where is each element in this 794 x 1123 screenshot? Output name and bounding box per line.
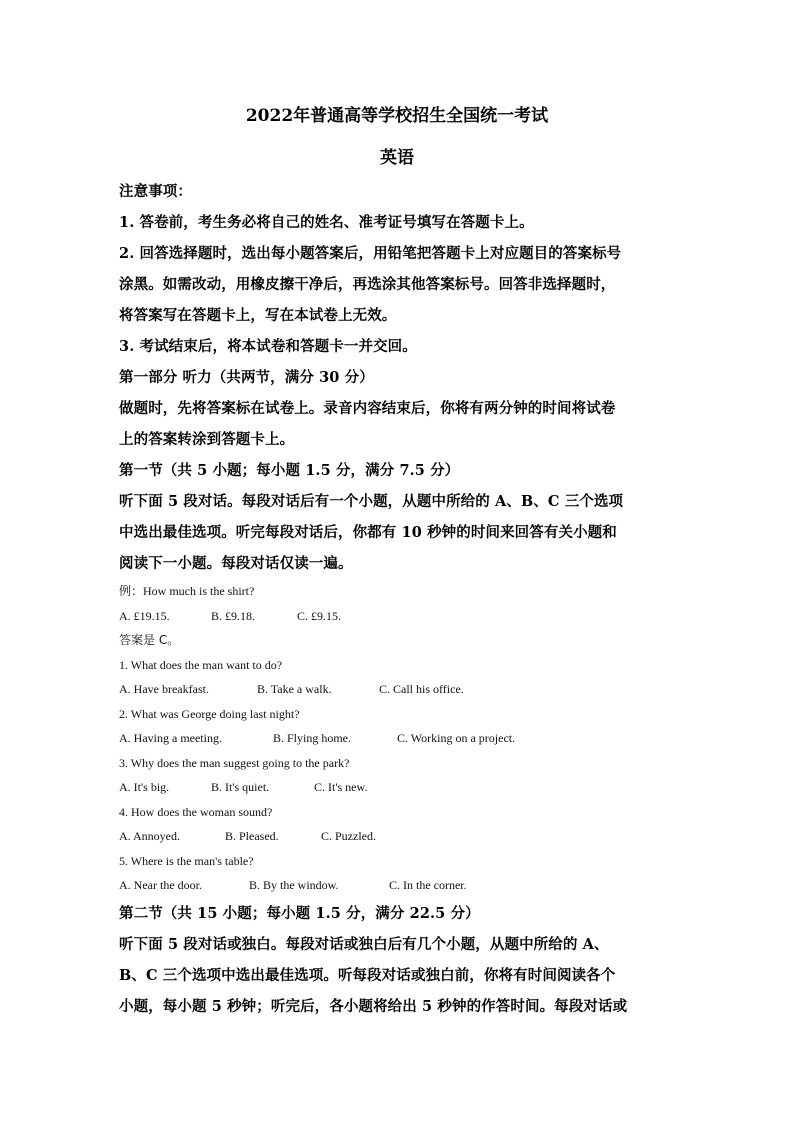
section2-instruction-line: 听下面 5 段对话或独白。每段对话或独白后有几个小题，从题中所给的 A、 (119, 935, 609, 953)
section1-heading: 第一节（共 5 小题；每小题 1.5 分，满分 7.5 分） (119, 462, 460, 479)
section2-instruction-line: 小题，每小题 5 秒钟；听完后，各小题将给出 5 秒钟的作答时间。每段对话或 (119, 997, 628, 1015)
example-prefix: 例： (119, 584, 144, 598)
question-4: 4. How does the woman sound? (119, 804, 273, 819)
notice-line: 2. 回答选择题时，选出每小题答案后，用铅笔把答题卡上对应题目的答案标号 (119, 245, 622, 262)
question-4-option-b: B. Pleased. (225, 829, 279, 843)
exam-content (119, 176, 679, 1022)
section1-instruction-line: 阅读下一小题。每段对话仅读一遍。 (119, 555, 353, 572)
question-3-option-b: B. It's quiet. (211, 780, 270, 794)
notice-line: 3. 考试结束后，将本试卷和答题卡一并交回。 (119, 338, 417, 355)
question-2-option-b: B. Flying home. (273, 731, 352, 745)
section1-instruction-line: 听下面 5 段对话。每段对话后有一个小题，从题中所给的 A、B、C 三个选项 (119, 493, 624, 510)
question-1-option-c: C. Call his office. (379, 682, 464, 696)
question-5-option-c: C. In the corner. (389, 878, 467, 892)
example-answer: 答案是 C。 (119, 633, 180, 647)
example-option-c: C. £9.15. (297, 608, 342, 623)
question-2-option-c: C. Working on a project. (397, 731, 516, 745)
question-5-option-a: A. Near the door. (119, 878, 202, 892)
notice-line: 1. 答卷前，考生务必将自己的姓名、准考证号填写在答题卡上。 (119, 214, 534, 231)
example-question (119, 579, 679, 604)
question-2: 2. What was George doing last night? (119, 706, 300, 721)
notice-heading: 注意事项： (119, 183, 192, 200)
question-1-options (119, 677, 679, 702)
example-question-text: How much is the shirt? (143, 584, 255, 598)
example-option-a: A. £19.15. (119, 608, 170, 623)
question-5-option-b: B. By the window. (249, 878, 339, 892)
question-3-option-c: C. It's new. (314, 780, 368, 794)
section2-heading: 第二节（共 15 小题；每小题 1.5 分，满分 22.5 分） (119, 904, 480, 922)
question-3-option-a: A. It's big. (119, 780, 170, 794)
question-1-option-a: A. Have breakfast. (119, 682, 209, 696)
example-option-b: B. £9.18. (211, 608, 256, 623)
question-1: 1. What does the man want to do? (119, 657, 283, 672)
question-2-options (119, 726, 679, 751)
question-4-options (119, 824, 679, 849)
question-3-options (119, 775, 679, 800)
section2-instruction-line: B、C 三个选项中选出最佳选项。听每段对话或独白前，你将有时间阅读各个 (119, 966, 616, 984)
exam-title: 2022年普通高等学校招生全国统一考试 (245, 106, 549, 126)
exam-subject: 英语 (380, 148, 414, 168)
question-2-option-a: A. Having a meeting. (119, 731, 222, 745)
section1-instruction-line: 中选出最佳选项。听完每段对话后，你都有 10 秒钟的时间来回答有关小题和 (119, 524, 617, 541)
part1-instruction-line: 做题时，先将答案标在试卷上。录音内容结束后，你将有两分钟的时间将试卷 (119, 400, 616, 417)
question-3: 3. Why does the man suggest going to the park? (119, 755, 350, 770)
question-5: 5. Where is the man's table? (119, 853, 254, 868)
part1-heading: 第一部分 听力（共两节，满分 30 分） (119, 369, 374, 386)
example-options (119, 604, 679, 629)
question-5-options (119, 873, 679, 898)
notice-line: 涂黑。如需改动，用橡皮擦干净后，再选涂其他答案标号。回答非选择题时， (119, 276, 616, 293)
question-4-option-a: A. Annoyed. (119, 829, 180, 843)
notice-line: 将答案写在答题卡上，写在本试卷上无效。 (119, 307, 397, 324)
question-1-option-b: B. Take a walk. (257, 682, 332, 696)
part1-instruction-line: 上的答案转涂到答题卡上。 (119, 431, 295, 448)
question-4-option-c: C. Puzzled. (321, 829, 376, 843)
